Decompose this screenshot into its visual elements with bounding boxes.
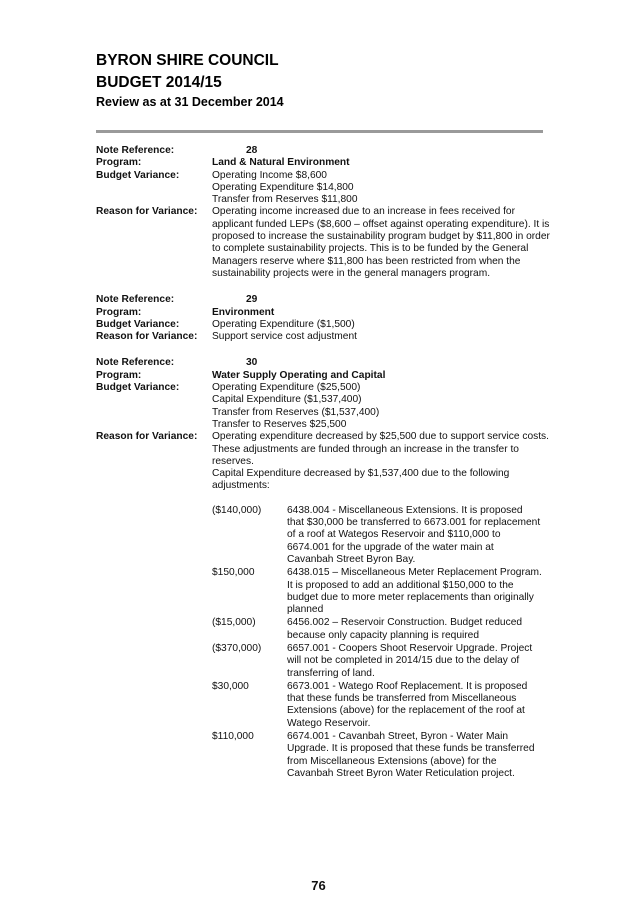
program-label: Program: [96, 369, 142, 381]
adjustment-amount: $150,000 [212, 567, 255, 579]
note-30 [96, 357, 556, 780]
budget-variance-label: Budget Variance: [96, 318, 180, 330]
variance-line: Operating Income $8,600 [212, 169, 327, 181]
program-label: Program: [96, 306, 142, 318]
adjustment-row [212, 681, 556, 730]
note-29 [96, 294, 556, 343]
budget-variance-label: Budget Variance: [96, 382, 180, 394]
adjustments-list [212, 505, 556, 781]
variance-line: Transfer from Reserves $11,800 [212, 194, 358, 206]
adjustment-amount: $110,000 [212, 731, 254, 743]
adjustment-row [212, 505, 556, 566]
reason-label: Reason for Variance: [96, 331, 198, 343]
program-name: Land & Natural Environment [212, 157, 350, 169]
variance-line: Operating Expenditure ($25,500) [212, 382, 361, 394]
reason-text: Support service cost adjustment [212, 331, 357, 343]
note-number: 29 [246, 294, 258, 306]
note-ref-label: Note Reference: [96, 357, 175, 369]
adjustment-row [212, 643, 556, 680]
note-ref-label: Note Reference: [96, 294, 175, 306]
adjustment-description: 6673.001 - Watego Roof Replacement. It is proposed that these funds be transferred from Miscellaneous Extensions (above) for the replacement of the roof at Watego Reservoir. [287, 680, 528, 729]
note-number: 30 [246, 357, 258, 369]
adjustment-description: 6456.002 – Reservoir Construction. Budget reduced because only capacity planning is required [287, 617, 523, 641]
variance-line: Transfer to Reserves $25,500 [212, 418, 347, 430]
adjustment-description: 6674.001 - Cavanbah Street, Byron - Water Main Upgrade. It is proposed that these funds be transferred from Miscellaneous Extensions (above) for the Cavanbah Street Byron Water Reticulation project. [287, 731, 535, 779]
adjustment-description: 6438.015 – Miscellaneous Meter Replacement Program. It is proposed to add an additional $150,000 to the budget due to more meter replacements than originally planned [287, 567, 542, 616]
variance-line: Capital Expenditure ($1,537,400) [212, 394, 362, 406]
document-body [96, 145, 556, 781]
note-number: 28 [246, 145, 258, 156]
program-name: Water Supply Operating and Capital [212, 369, 386, 381]
reason-text: Operating income increased due to an increase in fees received for applicant funded LEPs ($8,600 – offset against operating expenditure). It is proposed to increase the sustainability program budget by $11,800 in order to complete sustainability projects. This is to be funded by the General Managers reserve where $11,800 has been restricted from when the sustainability projects were in the general managers program. [212, 206, 550, 279]
reason-text-2: Capital Expenditure decreased by $1,537,400 due to the following adjustments: [212, 468, 510, 492]
note-ref-label: Note Reference: [96, 145, 175, 156]
budget-title: BUDGET 2014/15 [96, 74, 222, 91]
note-28 [96, 145, 556, 280]
variance-line: Transfer from Reserves ($1,537,400) [212, 406, 380, 418]
variance-line: Operating Expenditure ($1,500) [212, 318, 355, 330]
reason-label: Reason for Variance: [96, 431, 198, 443]
council-title: BYRON SHIRE COUNCIL [96, 52, 279, 69]
program-label: Program: [96, 157, 142, 169]
adjustment-amount: $30,000 [212, 680, 249, 692]
page-number: 76 [311, 878, 326, 893]
adjustment-row [212, 567, 556, 616]
reason-label: Reason for Variance: [96, 206, 198, 218]
adjustment-row [212, 731, 556, 780]
review-date: Review as at 31 December 2014 [96, 95, 284, 109]
header-divider [96, 130, 543, 133]
budget-variance-label: Budget Variance: [96, 169, 180, 181]
adjustment-amount: ($370,000) [212, 642, 262, 654]
adjustment-amount: ($15,000) [212, 617, 256, 629]
adjustment-description: 6438.004 - Miscellaneous Extensions. It is proposed that $30,000 be transferred to 6673.001 for replacement of a roof at Wategos Reservoir and $110,000 to 6674.001 for the upgrade of the water main at Cavanbah Street Byron Bay. [287, 504, 541, 565]
reason-text: Operating expenditure decreased by $25,500 due to support service costs. These adjustments are funded through an increase in the transfer to reserves. [212, 431, 549, 467]
adjustment-amount: ($140,000) [212, 504, 262, 516]
program-name: Environment [212, 306, 275, 318]
adjustment-description: 6657.001 - Coopers Shoot Reservoir Upgrade. Project will not be completed in 2014/15 due to the delay of transferring of land. [287, 642, 533, 679]
adjustment-row [212, 617, 556, 642]
variance-line: Operating Expenditure $14,800 [212, 181, 354, 193]
